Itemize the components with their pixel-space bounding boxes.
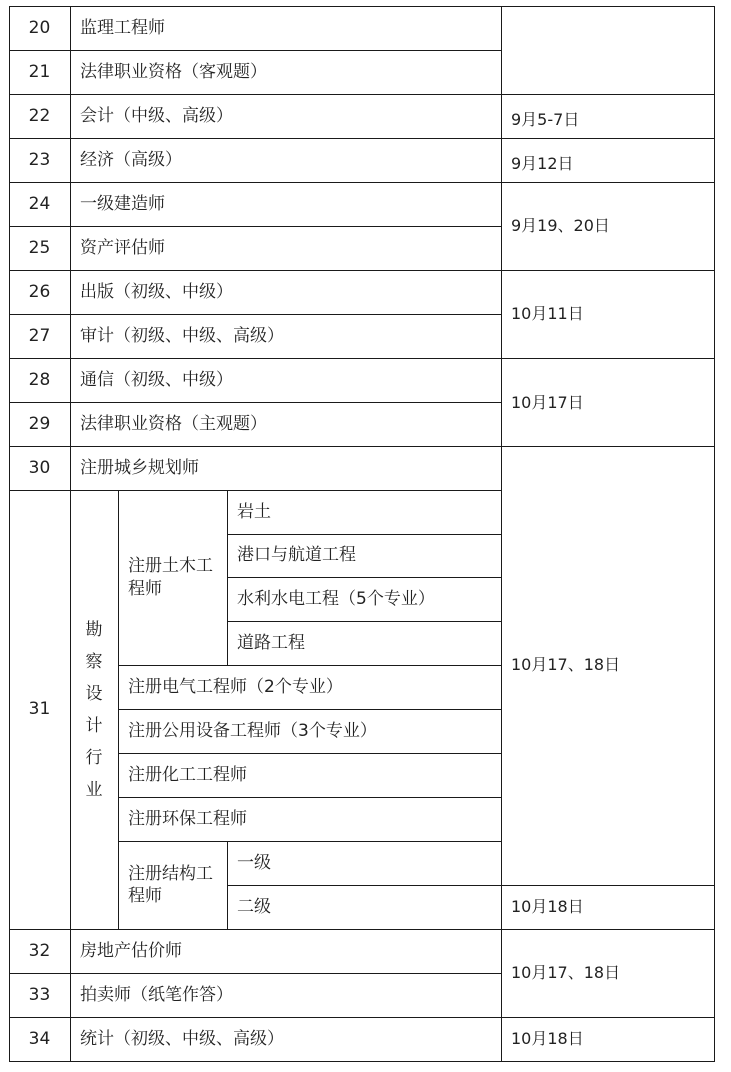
exam-item: 资产评估师 xyxy=(80,237,165,258)
grid-line xyxy=(9,6,715,7)
exam-item: 拍卖师（纸笔作答） xyxy=(80,984,233,1005)
exam-item: 经济（高级） xyxy=(80,149,182,170)
grid-line xyxy=(118,753,502,754)
exam-date: 9月19、20日 xyxy=(511,215,610,235)
grid-line xyxy=(9,358,715,359)
exam-item: 统计（初级、中级、高级） xyxy=(80,1028,284,1049)
exam-date: 10月11日 xyxy=(511,303,584,323)
row-number: 30 xyxy=(28,457,51,478)
grid-line xyxy=(9,973,502,974)
grid-line xyxy=(9,6,10,1061)
row-number: 31 xyxy=(28,699,51,720)
survey-design-category: 勘 察 设 计 行 业 xyxy=(85,619,103,800)
utilities-engineer: 注册公用设备工程师（3个专业） xyxy=(128,720,377,741)
grid-line xyxy=(227,621,502,622)
row-number: 34 xyxy=(28,1028,51,1049)
grid-line xyxy=(118,797,502,798)
grid-line xyxy=(9,1017,715,1018)
grid-line xyxy=(9,446,715,447)
row-number: 26 xyxy=(28,281,51,302)
civil-sub-item: 岩土 xyxy=(237,501,271,522)
grid-line xyxy=(9,929,715,930)
grid-line xyxy=(227,577,502,578)
exam-item: 出版（初级、中级） xyxy=(80,281,233,302)
grid-line xyxy=(118,665,502,666)
exam-date: 10月17、18日 xyxy=(511,962,621,982)
electrical-engineer: 注册电气工程师（2个专业） xyxy=(128,676,343,697)
exam-item: 通信（初级、中级） xyxy=(80,369,233,390)
grid-line xyxy=(227,885,715,886)
exam-item: 一级建造师 xyxy=(80,193,165,214)
grid-line xyxy=(118,841,502,842)
grid-line xyxy=(9,270,715,271)
exam-item: 会计（中级、高级） xyxy=(80,105,233,126)
row-number: 25 xyxy=(28,237,51,258)
grid-line xyxy=(118,709,502,710)
civil-sub-item: 水利水电工程（5个专业） xyxy=(237,588,435,609)
row-number: 23 xyxy=(28,149,51,170)
exam-date: 10月17日 xyxy=(511,392,584,412)
exam-item: 审计（初级、中级、高级） xyxy=(80,325,284,346)
grid-line xyxy=(714,6,715,1061)
grid-line xyxy=(9,50,502,51)
grid-line xyxy=(9,138,715,139)
chemical-engineer: 注册化工工程师 xyxy=(128,764,247,785)
exam-item: 法律职业资格（客观题） xyxy=(80,61,267,82)
grid-line xyxy=(9,226,502,227)
row-number: 29 xyxy=(28,413,51,434)
exam-date: 10月18日 xyxy=(511,1028,584,1048)
exam-date: 10月18日 xyxy=(511,896,584,916)
row-number: 28 xyxy=(28,369,51,390)
structural-level: 一级 xyxy=(237,852,271,873)
row-number: 21 xyxy=(28,61,51,82)
row-number: 32 xyxy=(28,940,51,961)
exam-item: 监理工程师 xyxy=(80,17,165,38)
civil-engineer-label: 注册土木工 程师 xyxy=(128,556,213,599)
grid-line xyxy=(70,6,71,1061)
row-number: 27 xyxy=(28,325,51,346)
grid-line xyxy=(227,534,502,535)
exam-date: 10月17、18日 xyxy=(511,655,621,675)
environmental-engineer: 注册环保工程师 xyxy=(128,808,247,829)
grid-line xyxy=(9,1061,715,1062)
exam-item: 房地产估价师 xyxy=(80,940,182,961)
grid-line xyxy=(9,182,715,183)
row-number: 22 xyxy=(28,105,51,126)
grid-line xyxy=(9,490,502,491)
exam-date: 9月12日 xyxy=(511,153,574,173)
grid-line xyxy=(9,314,502,315)
grid-line xyxy=(9,402,502,403)
structural-engineer-label: 注册结构工 程师 xyxy=(128,863,213,906)
grid-line xyxy=(9,94,715,95)
row-number: 20 xyxy=(28,17,51,38)
row-number: 33 xyxy=(28,984,51,1005)
row-number: 24 xyxy=(28,193,51,214)
exam-date: 9月5-7日 xyxy=(511,109,580,129)
exam-item: 注册城乡规划师 xyxy=(80,457,199,478)
civil-sub-item: 港口与航道工程 xyxy=(237,545,356,566)
civil-sub-item: 道路工程 xyxy=(237,632,305,653)
structural-level: 二级 xyxy=(237,896,271,917)
exam-item: 法律职业资格（主观题） xyxy=(80,413,267,434)
